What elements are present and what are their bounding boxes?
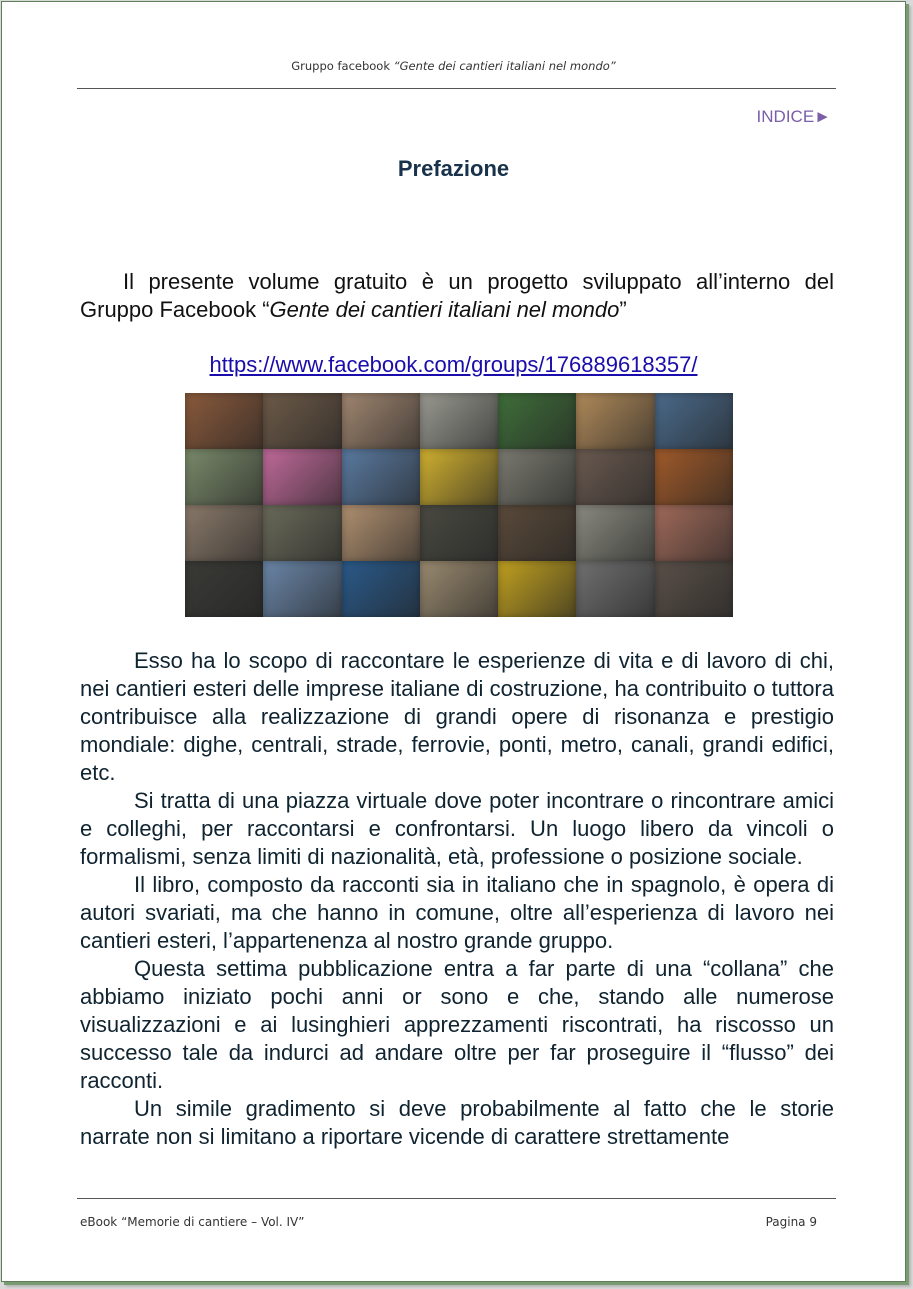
- collage-photo: [655, 561, 733, 617]
- collage-photo: [263, 449, 342, 506]
- collage-photo: [420, 393, 499, 450]
- body-paragraph-4: Questa settima pubblicazione entra a far parte di una “collana” che abbiamo iniziato pochi anni or sono e che, stando alle numerose visualizzazioni e ai lusinghieri apprezzamenti riscontrati, ha riscosso un successo tale da indurci ad andare oltre per far proseguire il “flusso” dei racconti.: [80, 956, 834, 1093]
- body-text: [80, 647, 834, 1151]
- photo-collage: [185, 393, 733, 617]
- collage-photo: [655, 505, 733, 562]
- footer-book-title: eBook “Memorie di cantiere – Vol. IV”: [80, 1215, 305, 1229]
- page-title: Prefazione: [397, 156, 510, 181]
- body-paragraph-3: Il libro, composto da racconti sia in italiano che in spagnolo, è opera di autori svariati, ma che hanno in comune, oltre all’esperienza di lavoro nei cantieri esteri, l’appartenenza al nostro grande gruppo.: [80, 872, 834, 953]
- collage-photo: [576, 505, 655, 562]
- collage-photo: [342, 561, 421, 617]
- collage-photo: [420, 561, 499, 617]
- collage-photo: [342, 505, 421, 562]
- collage-photo: [185, 561, 264, 617]
- collage-photo: [420, 449, 499, 506]
- document-page: [1, 1, 906, 1282]
- header-rule: [77, 88, 836, 89]
- footer-page-number: Pagina 9: [765, 1215, 817, 1229]
- footer-rule: [77, 1198, 836, 1199]
- body-paragraph-1: Esso ha lo scopo di raccontare le esperienze di vita e di lavoro di chi, nei cantieri esteri delle imprese italiane di costruzione, ha contribuito o tuttora contribuisce alla realizzazione di grandi opere di risonanza e prestigio mondiale: dighe, centrali, strade, ferrovie, ponti, metro, canali, grandi edifici, etc.: [80, 648, 834, 785]
- intro-group-name: Gente dei cantieri italiani nel mondo: [269, 297, 620, 322]
- collage-photo: [185, 505, 264, 562]
- collage-photo: [420, 505, 499, 562]
- collage-photo: [576, 393, 655, 450]
- collage-photo: [498, 505, 577, 562]
- header-prefix: Gruppo facebook: [291, 59, 394, 73]
- collage-photo: [263, 393, 342, 450]
- collage-photo: [342, 393, 421, 450]
- facebook-group-link[interactable]: https://www.facebook.com/groups/176889618357/: [209, 352, 698, 377]
- collage-photo: [576, 561, 655, 617]
- collage-photo: [498, 449, 577, 506]
- header-group-name: “Gente dei cantieri italiani nel mondo”: [393, 59, 616, 73]
- collage-photo: [263, 505, 342, 562]
- collage-photo: [342, 449, 421, 506]
- collage-photo: [498, 561, 577, 617]
- intro-paragraph: [80, 268, 834, 324]
- collage-photo: [655, 449, 733, 506]
- collage-photo: [185, 449, 264, 506]
- collage-photo: [185, 393, 264, 450]
- collage-photo: [576, 449, 655, 506]
- collage-photo: [655, 393, 733, 450]
- running-header: [2, 59, 905, 73]
- body-paragraph-2: Si tratta di una piazza virtuale dove poter incontrare o rincontrare amici e colleghi, per raccontarsi e confrontarsi. Un luogo libero da vincoli o formalismi, senza limiti di nazionalità, età, professione o posizione sociale.: [80, 788, 834, 869]
- intro-text-before: Il presente volume gratuito è un progetto sviluppato all’interno del Gruppo Facebook “: [80, 269, 834, 322]
- intro-text-after: ”: [619, 297, 627, 322]
- collage-photo: [263, 561, 342, 617]
- collage-photo: [498, 393, 577, 450]
- indice-link[interactable]: INDICE►: [756, 107, 831, 126]
- body-paragraph-5: Un simile gradimento si deve probabilmente al fatto che le storie narrate non si limitano a riportare vicende di carattere strettamente: [80, 1096, 834, 1149]
